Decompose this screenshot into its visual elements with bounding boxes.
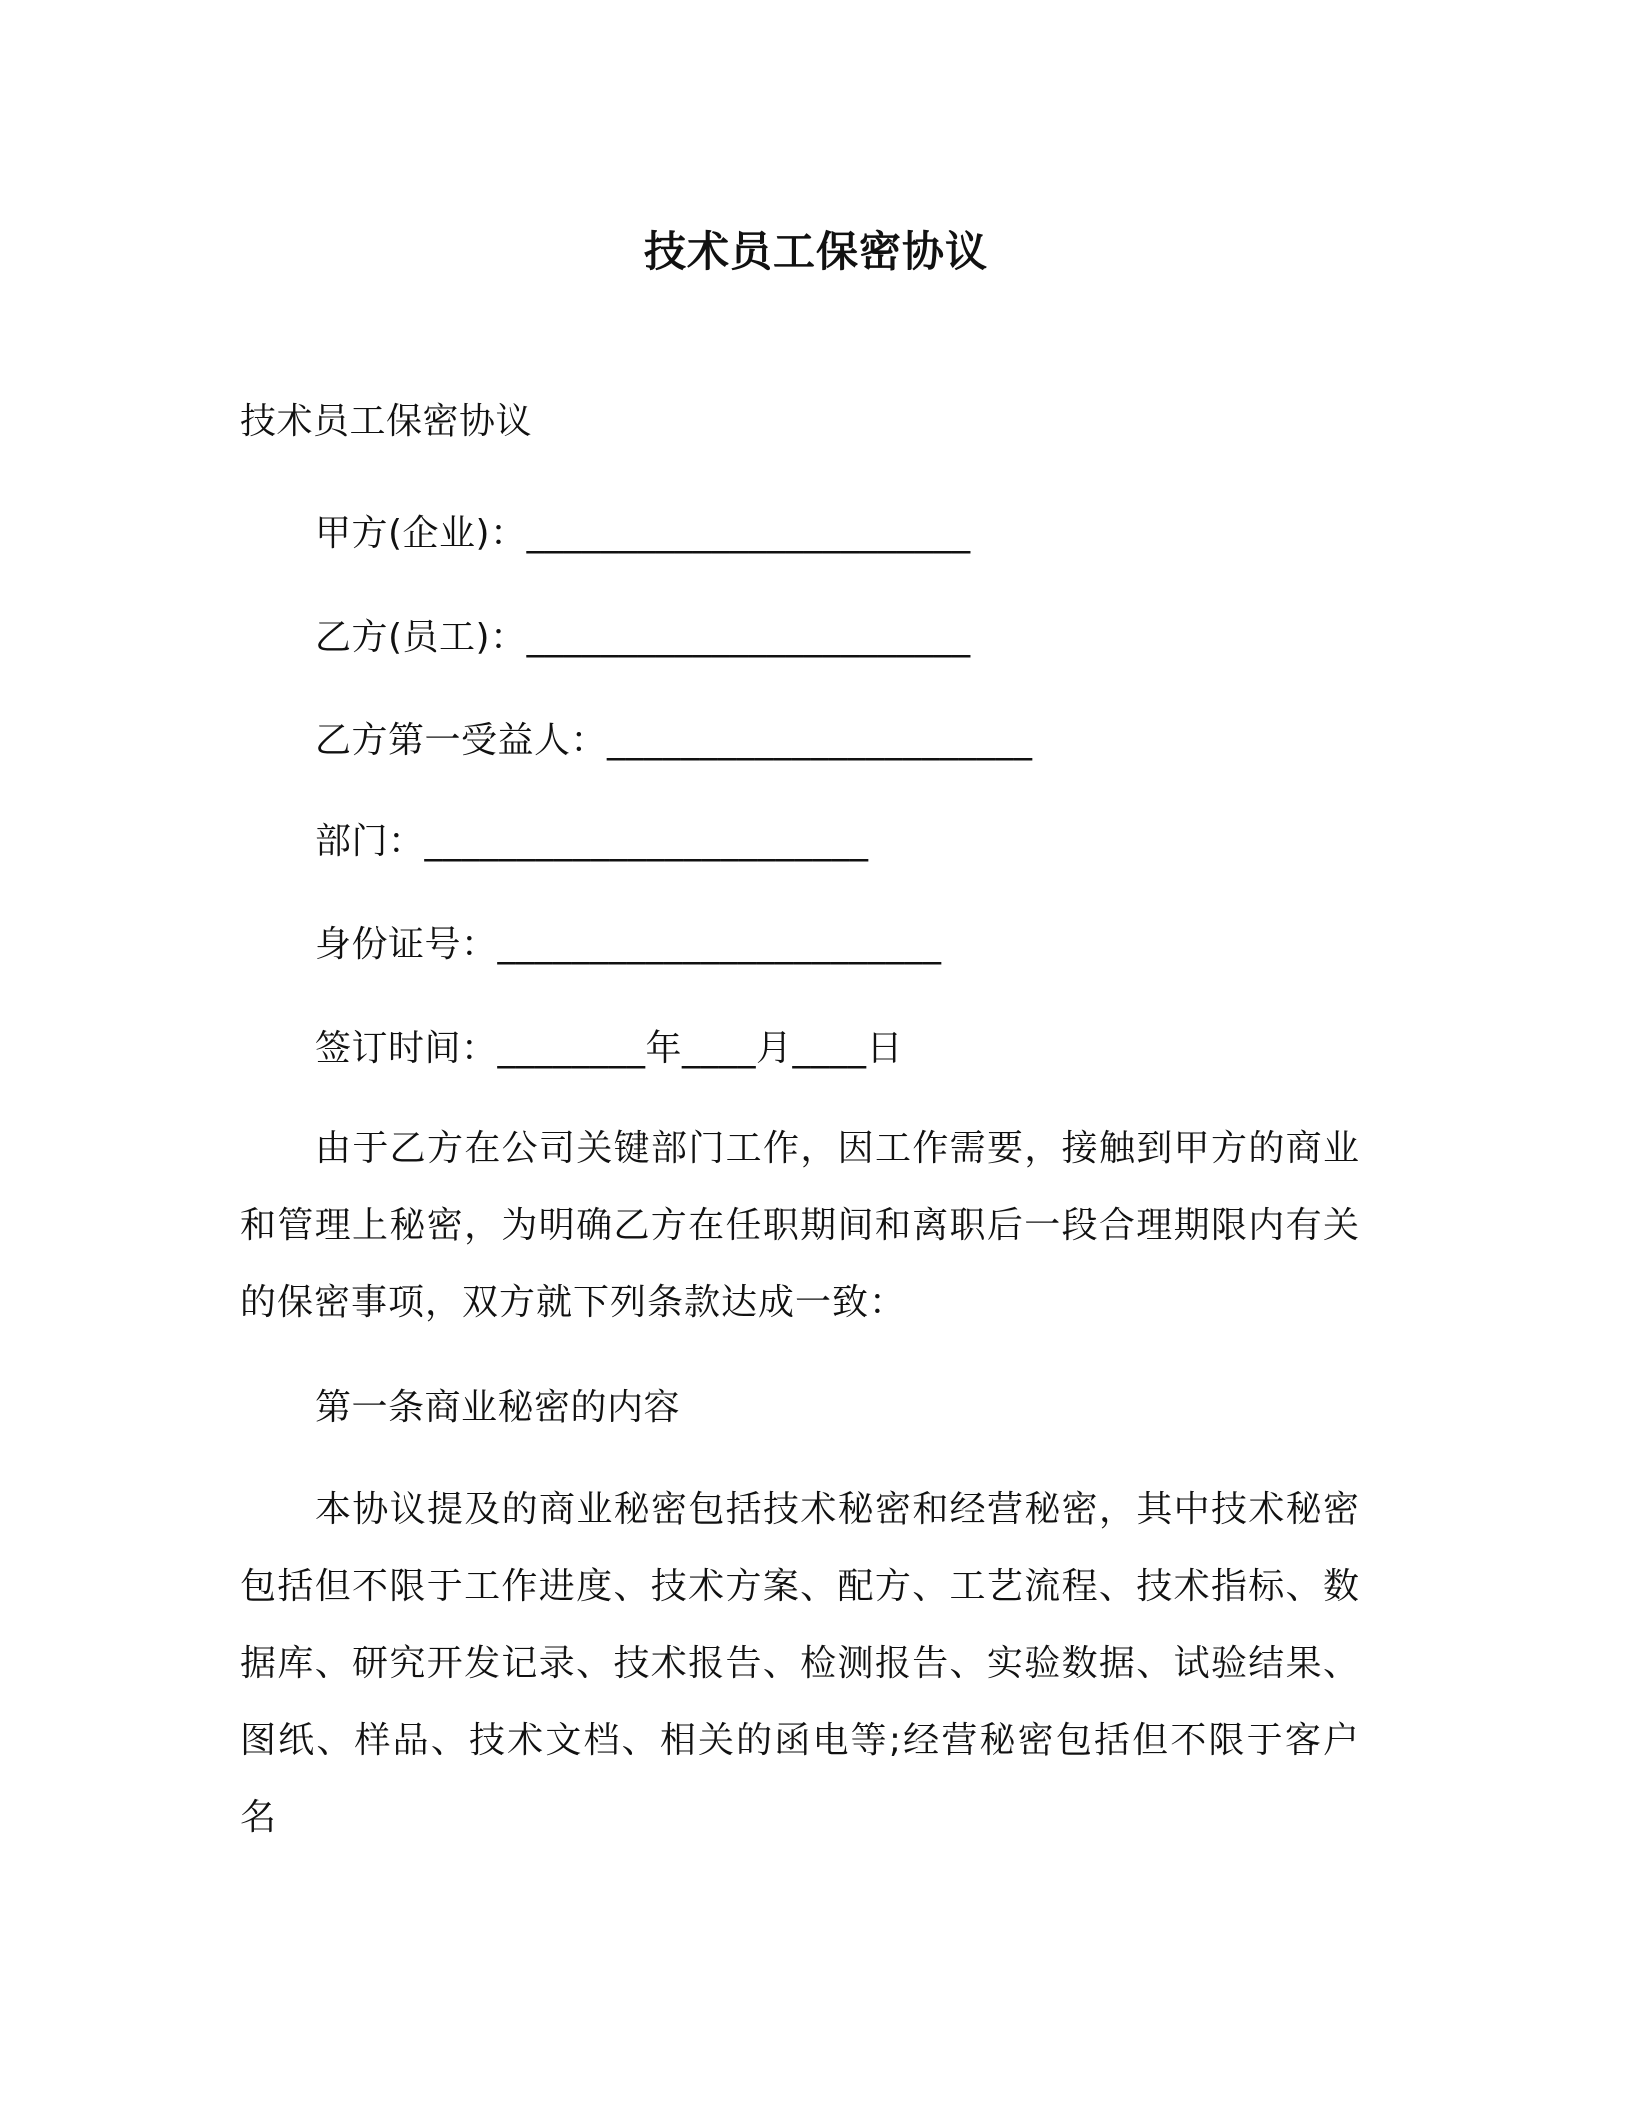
- field-party-b: 乙方(员工)：________________________: [315, 617, 971, 658]
- field-id-number: 身份证号：________________________: [315, 924, 942, 965]
- field-signing-date: 签订时间：________年____月____日: [315, 1028, 904, 1069]
- field-beneficiary: 乙方第一受益人：_______________________: [315, 720, 1033, 761]
- document-subtitle: 技术员工保密协议: [240, 401, 533, 442]
- field-department: 部门：________________________: [315, 821, 869, 862]
- document-title: 技术员工保密协议: [643, 227, 988, 276]
- field-party-a: 甲方(企业)：________________________: [315, 513, 971, 554]
- article-1-body: 本协议提及的商业秘密包括技术秘密和经营秘密，其中技术秘密包括但不限于工作进度、技术方案、配方、工艺流程、技术指标、数据库、研究开发记录、技术报告、检测报告、实验数据、试验结果、图纸、样品、技术文档、相关的函电等;经营秘密包括但不限于客户名: [240, 1489, 1360, 1838]
- article-1-heading: 第一条商业秘密的内容: [315, 1387, 681, 1428]
- preamble-paragraph: 由于乙方在公司关键部门工作，因工作需要，接触到甲方的商业和管理上秘密，为明确乙方在任职期间和离职后一段合理期限内有关的保密事项，双方就下列条款达成一致：: [240, 1128, 1360, 1323]
